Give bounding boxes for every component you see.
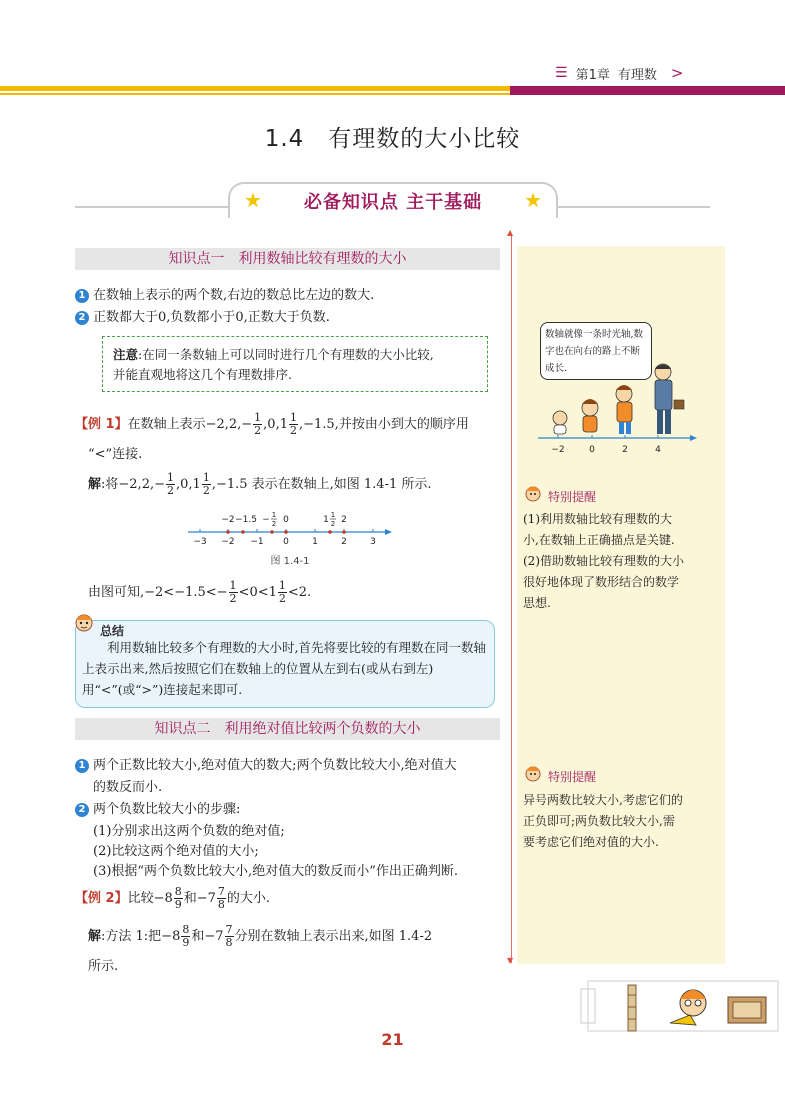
- header-bar-magenta: [510, 86, 785, 95]
- number-1-icon: 1: [75, 289, 89, 303]
- step-2: (2)比较这两个绝对值的大小;: [93, 844, 259, 859]
- step-1: (1)分别求出这两个负数的绝对值;: [93, 824, 285, 839]
- tip-1-text: (1)利用数轴比较有理数的大 小,在数轴上正确描点是关键. (2)借助数轴比较有理数的大小 很好地体现了数形结合的数学 思想.: [523, 512, 684, 610]
- solution-2: 解:方法 1:把−8 $\frac{8}{9}$ 和−7 $\frac{7}{8}$ 分别在数轴上表示出来,如图 1.4-2: [88, 923, 433, 949]
- tick-label: 2: [341, 537, 347, 547]
- number-1-icon: 1: [75, 759, 89, 773]
- cartoon-tick-label: 2: [622, 445, 628, 455]
- number-line-figure: [180, 508, 400, 548]
- header-bar-yellow: [0, 86, 510, 91]
- example-2: 【例 2】比较−8 $\frac{8}{9}$ 和−7 $\frac{7}{8}$ 的大小.: [75, 885, 271, 911]
- decorative-cartoon: [578, 975, 783, 1037]
- solution-1: 解:将−2,2,− $\frac{1}{2}$ ,0,1 $\frac{1}{2}$ ,−1.5 表示在数轴上,如图 1.4-1 所示.: [88, 471, 432, 497]
- page-number: 21: [381, 1030, 404, 1049]
- star-icon: ★: [244, 188, 262, 212]
- chapter-label: 第1章: [575, 67, 610, 83]
- list-icon: ☰: [555, 65, 568, 81]
- point-2: 2 两个负数比较大小的步骤:: [75, 798, 240, 817]
- number-2-icon: 2: [75, 311, 89, 325]
- tick-label: −3: [193, 537, 207, 547]
- star-icon: ★: [524, 188, 542, 212]
- tip-2-title: 特别提醒: [548, 770, 597, 784]
- point-label: 2: [341, 515, 347, 525]
- divider-arrow-down-icon: ▼: [507, 956, 514, 965]
- note-box: 注意:在同一条数轴上可以同时进行几个有理数的大小比较, 并能直观地将这几个有理数排序.: [102, 336, 488, 392]
- fraction: $\frac{1}{2}$: [289, 411, 297, 437]
- point-label: −2: [221, 515, 235, 525]
- fraction: $\frac{1}{2}$: [202, 471, 210, 497]
- divider-arrow-up-icon: ▲: [507, 228, 514, 237]
- point-label-frac-n: 1: [330, 511, 336, 519]
- point-1: 1 两个正数比较大小,绝对值大的数大;两个负数比较大小,绝对值大: [75, 754, 457, 773]
- cartoon-tick-label: −2: [551, 445, 565, 455]
- tip-2-text: 异号两数比较大小,考虑它们的 正负即可;两负数比较大小,需 要考虑它们绝对值的大小.: [523, 793, 683, 849]
- figure-caption: 图 1.4-1: [270, 556, 310, 567]
- fraction: $\frac{1}{2}$: [278, 579, 286, 605]
- summary-title: 总结: [100, 624, 125, 638]
- cartoon-axis-arrow-icon: [690, 435, 697, 441]
- header-bar-yellow-thin: [0, 93, 510, 95]
- tip-1-title: 特别提醒: [548, 490, 597, 504]
- growth-cartoon: [520, 350, 720, 460]
- section-2-title: 知识点二 利用绝对值比较两个负数的大小: [75, 718, 500, 740]
- point-label-frac-d: 2: [271, 520, 277, 528]
- example-1: 【例 1】在数轴上表示−2,2,− $\frac{1}{2}$ ,0,1 $\frac{1}{2}$ ,−1.5,并按由小到大的顺序用: [75, 411, 469, 437]
- mascot-icon: [521, 762, 545, 784]
- point-marker: [342, 530, 346, 534]
- tick-label: 3: [370, 537, 376, 547]
- baby-figure: [553, 411, 567, 434]
- point-1-cont: 的数反而小.: [93, 780, 163, 795]
- point-1: 1 在数轴上表示的两个数,右边的数总比左边的数大.: [75, 284, 374, 303]
- page-title: 1.4 有理数的大小比较: [264, 126, 521, 152]
- toddler-figure: [582, 399, 598, 432]
- summary-text: 利用数轴比较多个有理数的大小时,首先将要比较的有理数在同一数轴上表示出来,然后按照它们在数轴上的位置从左到右(或从右到左)用“<”(或“>”)连接起来即可.: [82, 640, 486, 697]
- child-figure: [616, 385, 632, 434]
- cartoon-tick-label: 4: [655, 445, 661, 455]
- chapter-title: 有理数: [617, 67, 657, 83]
- point-marker: [241, 530, 245, 534]
- fraction: $\frac{1}{2}$: [254, 411, 262, 437]
- mascot-icon: [70, 610, 100, 636]
- fraction: $\frac{7}{8}$: [217, 885, 225, 911]
- chevron-right-icon[interactable]: >: [670, 64, 684, 82]
- point-marker: [226, 530, 230, 534]
- fraction: $\frac{7}{8}$: [225, 923, 233, 949]
- conclusion-1: 由图可知,−2<−1.5<− $\frac{1}{2}$ <0<1 $\frac{1}{2}$ <2.: [88, 579, 312, 605]
- section-banner: [228, 182, 558, 218]
- tick-label: −2: [221, 537, 235, 547]
- point-label: 1: [323, 515, 329, 525]
- fraction: $\frac{1}{2}$: [167, 471, 174, 497]
- fraction: $\frac{1}{2}$: [229, 579, 237, 605]
- number-2-icon: 2: [75, 803, 89, 817]
- point-2: 2 正数都大于0,负数都小于0,正数大于负数.: [75, 306, 330, 325]
- point-label: 0: [283, 515, 289, 525]
- section-1-title: 知识点一 利用数轴比较有理数的大小: [75, 248, 500, 270]
- tick-label: 1: [312, 537, 318, 547]
- fraction: $\frac{8}{9}$: [182, 923, 190, 949]
- point-label-frac-d: 2: [330, 520, 336, 528]
- solution-2-line2: 所示.: [88, 959, 119, 974]
- point-marker: [284, 530, 288, 534]
- example-1-line2: “<”连接.: [88, 447, 143, 462]
- cartoon-tick-label: 0: [589, 445, 595, 455]
- point-label: −: [262, 515, 270, 525]
- tick-label: 0: [283, 537, 289, 547]
- adult-figure: [655, 364, 684, 434]
- point-label-frac-n: 1: [271, 511, 277, 519]
- mascot-icon: [521, 482, 545, 504]
- point-marker: [270, 530, 274, 534]
- chapter-header[interactable]: [555, 62, 683, 84]
- fraction: $\frac{8}{9}$: [174, 885, 182, 911]
- column-divider: [511, 235, 512, 963]
- tick-label: −1: [250, 537, 264, 547]
- point-label: −1.5: [235, 515, 257, 525]
- banner-title: 必备知识点 主干基础: [303, 192, 483, 213]
- speech-bubble: 数轴就像一条时光轴,数字也在向右的路上不断成长.: [540, 322, 652, 380]
- axis-arrow-icon: [385, 529, 392, 535]
- point-marker: [328, 530, 332, 534]
- step-3: (3)根据“两个负数比较大小,绝对值大的数反而小”作出正确判断.: [93, 864, 458, 879]
